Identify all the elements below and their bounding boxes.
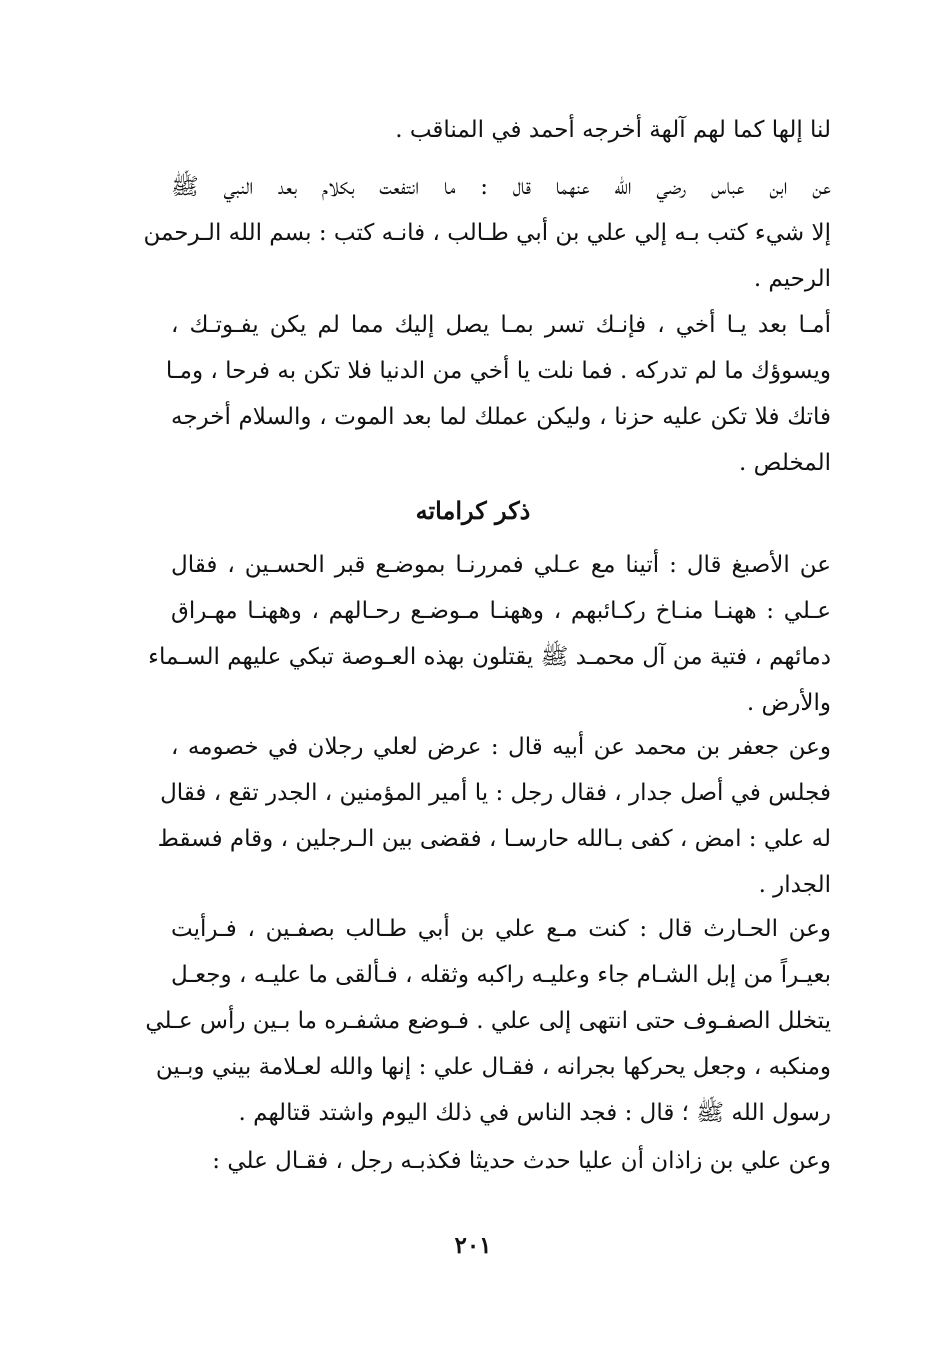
paragraph-2 <box>165 302 831 486</box>
text-line: وعن الحـارث قال : كنت مـع علي بن أبي طـالب بصفـين ، فـرأيت <box>171 916 831 942</box>
text-line: فجلس في أصل جدار ، فقال رجل : يا أمير المؤمنين ، الجدر تقع ، فقال <box>160 780 831 806</box>
text-line: له علي : امض ، كفى بـالله حارسـا ، فقضى بين الـرجلين ، وقام فسقط <box>157 826 831 852</box>
page-number: ٢٠١ <box>454 1232 492 1259</box>
text-line: بعيـراً من إبل الشـام جاء وعليـه راكبه وثقله ، فـألقى ما عليـه ، وجعـل <box>171 962 831 988</box>
text-line: لنا إلها كما لهم آلهة أخرجه أحمد في المناقب . <box>395 117 831 143</box>
text-line: والأرض . <box>746 690 831 716</box>
text-line: دمائهم ، فتية من آل محمـد ﷺ يقتلون بهذه العـوصة تبكي عليهم السـماء <box>148 644 831 670</box>
text-line: ومنكبه ، وجعل يحركها بجرانه ، فقـال علي : إنها والله لعـلامة بيني وبـين <box>155 1054 831 1080</box>
text-line: وعن جعفر بن محمد عن أبيه قال : عرض لعلي رجلان في خصومه ، <box>171 734 831 760</box>
text-line: يتخلل الصفـوف حتى انتهى إلى علي . فـوضع مشفـره ما بـين رأس عـلي <box>145 1008 831 1034</box>
text-line: أمـا بعد يـا أخي ، فإنـك تسر بمـا يصل إليك مما لم يكن يفـوتـك ، <box>171 312 831 338</box>
text-line: عـلي : ههنـا منـاخ ركـائبهم ، وههنـا مـوضـع رحـالهم ، وههنـا مهـراق <box>171 598 831 624</box>
text-line: فاتك فلا تكن عليه حزنا ، وليكن عملك لما بعد الموت ، والسلام أخرجه <box>171 404 831 430</box>
text-line: المخلص . <box>739 450 831 476</box>
text-line: وعن علي بن زاذان أن عليا حدث حديثا فكذبـه رجل ، فقـال علي : <box>212 1148 831 1174</box>
text-line: الجدار . <box>758 872 831 898</box>
paragraph-0 <box>171 107 831 153</box>
paragraph-5 <box>145 906 831 1136</box>
text-line: عن ابن عباس رضي الله عنهما قال : ما انتفعت بكلام بعد النبي ﷺ <box>171 174 831 200</box>
text-line: ويسوؤك ما لم تدركه . فما نلت يا أخي من الدنيا فلا تكن به فرحا ، ومـا <box>165 358 831 384</box>
text-line: رسول الله ﷺ ؛ قال : فجد الناس في ذلك اليوم واشتد قتالهم . <box>238 1100 831 1126</box>
section-heading: ذكر كراماته <box>415 496 531 525</box>
text-line: الرحيم . <box>753 266 831 292</box>
paragraph-6 <box>171 1138 831 1184</box>
text-line: عن الأصبغ قال : أتينا مع عـلي فمررنـا بموضـع قبر الحسـين ، فقال <box>171 552 831 578</box>
paragraph-1 <box>143 164 831 302</box>
paragraph-4 <box>157 724 831 908</box>
text-line: إلا شيء كتب بـه إلي علي بن أبي طـالب ، فانـه كتب : بسم الله الـرحمن <box>143 220 831 246</box>
paragraph-3 <box>148 542 831 726</box>
